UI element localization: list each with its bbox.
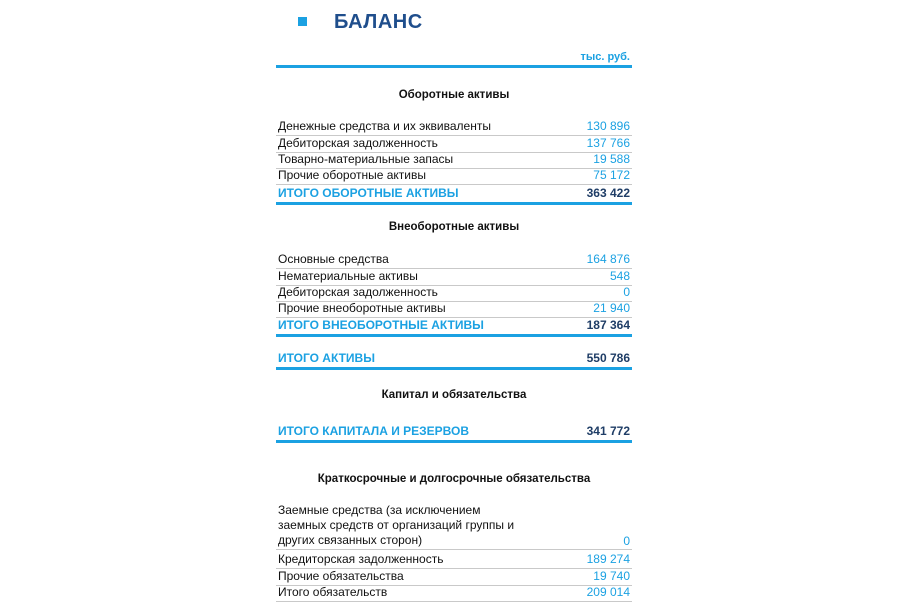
table-row [276, 552, 632, 569]
row-value: 164 876 [586, 252, 630, 266]
section-title-current-assets: Оборотные активы [398, 89, 510, 101]
row-value: 19 740 [593, 569, 630, 583]
row-value: 189 274 [586, 552, 630, 566]
table-row [276, 285, 632, 302]
table-row [276, 569, 632, 586]
title-square-icon [298, 17, 307, 26]
row-label: Прочие обязательства [278, 569, 404, 583]
row-label: Дебиторская задолженность [278, 136, 438, 150]
header-divider [276, 65, 632, 68]
table-row [276, 301, 632, 318]
section-title-equity: Капитал и обязательства [381, 389, 527, 401]
table-row [276, 119, 632, 136]
row-value: 130 896 [586, 119, 630, 133]
total-row-current-assets [276, 185, 632, 205]
total-row-equity [276, 423, 632, 443]
row-label: Денежные средства и их эквиваленты [278, 119, 491, 133]
units-label: тыс. руб. [580, 51, 630, 63]
section-title-liabilities: Краткосрочные и долгосрочные обязательства [317, 473, 591, 485]
table-row [276, 252, 632, 269]
row-label: Заемные средства (за исключением заемных средств от организаций группы и других связанных сторон) [278, 503, 515, 547]
table-row [276, 585, 632, 602]
table-row [276, 168, 632, 185]
row-value: 548 [609, 269, 630, 283]
row-label: Прочие внеоборотные активы [278, 301, 446, 315]
row-label: Дебиторская задолженность [278, 285, 438, 299]
total-value: 187 364 [586, 318, 630, 332]
row-value: 21 940 [593, 301, 630, 315]
table-row [276, 152, 632, 169]
row-value: 137 766 [586, 136, 630, 150]
total-value: 341 772 [586, 424, 630, 438]
total-label: ИТОГО КАПИТАЛА И РЕЗЕРВОВ [278, 424, 470, 438]
row-label: Нематериальные активы [278, 269, 418, 283]
total-label: ИТОГО ОБОРОТНЫЕ АКТИВЫ [278, 186, 459, 200]
page-title: БАЛАНС [334, 11, 423, 33]
row-value: 75 172 [593, 168, 630, 182]
row-value: 0 [623, 534, 630, 548]
total-label: ИТОГО АКТИВЫ [278, 351, 375, 365]
total-label: ИТОГО ВНЕОБОРОТНЫЕ АКТИВЫ [278, 318, 484, 332]
table-row [276, 136, 632, 153]
row-label: Кредиторская задолженность [278, 552, 444, 566]
total-row-noncurrent-assets [276, 317, 632, 337]
total-value: 363 422 [586, 186, 630, 200]
row-label: Прочие оборотные активы [278, 168, 426, 182]
row-value: 0 [623, 285, 630, 299]
row-label: Товарно-материальные запасы [278, 152, 454, 166]
section-title-noncurrent-assets: Внеоборотные активы [388, 221, 520, 233]
row-value: 209 014 [586, 585, 630, 599]
row-label: Итого обязательств [278, 585, 388, 599]
table-row-borrowed-funds [276, 503, 632, 550]
total-row-assets [276, 350, 632, 370]
row-value: 19 588 [593, 152, 630, 166]
table-row [276, 269, 632, 286]
row-label: Основные средства [278, 252, 389, 266]
total-value: 550 786 [586, 351, 630, 365]
